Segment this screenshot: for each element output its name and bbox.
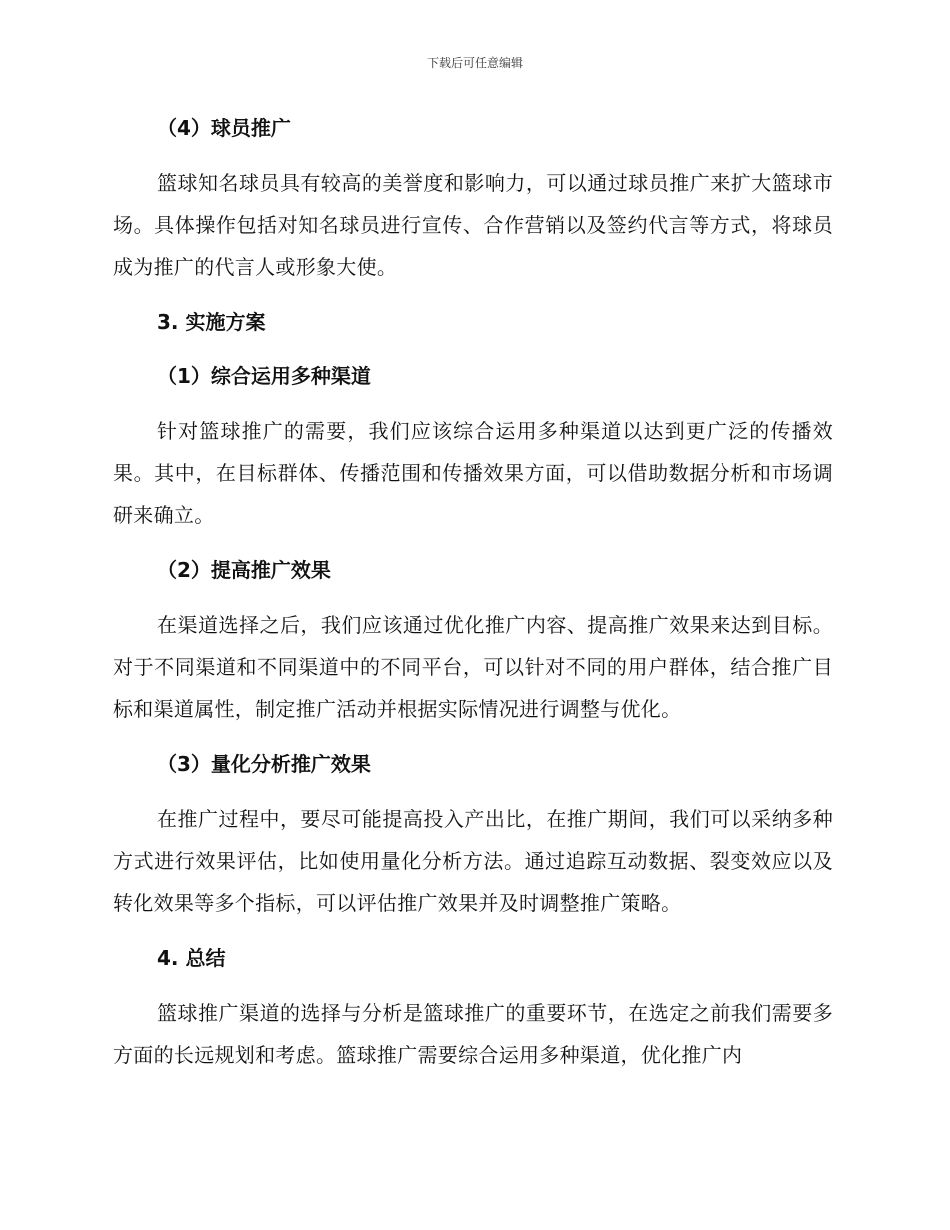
heading-player-promotion: （4）球员推广 [157, 116, 291, 140]
paragraph-improve-effect: 在渠道选择之后，我们应该通过优化推广内容、提高推广效果来达到目标。对于不同渠道和不同渠道中的不同平台，可以针对不同的用户群体，结合推广目标和渠道属性，制定推广活动并根据实际情况进行调整与优化。 [113, 613, 833, 721]
page-header: 下载后可任意编辑 [426, 56, 523, 70]
heading-quantify-effect: （3）量化分析推广效果 [157, 752, 371, 776]
document-body [113, 108, 833, 1090]
paragraph-quantify-effect: 在推广过程中，要尽可能提高投入产出比，在推广期间，我们可以采纳多种方式进行效果评估，比如使用量化分析方法。通过追踪互动数据、裂变效应以及转化效果等多个指标，可以评估推广效果并及时调整推广策略。 [113, 807, 833, 915]
paragraph-summary: 篮球推广渠道的选择与分析是篮球推广的重要环节，在选定之前我们需要多方面的长远规划和考虑。篮球推广需要综合运用多种渠道，优化推广内 [113, 1001, 833, 1067]
heading-improve-effect: （2）提高推广效果 [157, 558, 331, 582]
paragraph-multi-channel: 针对篮球推广的需要，我们应该综合运用多种渠道以达到更广泛的传播效果。其中，在目标群体、传播范围和传播效果方面，可以借助数据分析和市场调研来确立。 [113, 419, 833, 527]
paragraph-player-promotion: 篮球知名球员具有较高的美誉度和影响力，可以通过球员推广来扩大篮球市场。具体操作包括对知名球员进行宣传、合作营销以及签约代言等方式，将球员成为推广的代言人或形象大使。 [113, 171, 833, 279]
section-heading-implementation: 3. 实施方案 [157, 310, 266, 334]
section-heading-summary: 4. 总结 [157, 946, 226, 970]
heading-multi-channel: （1）综合运用多种渠道 [157, 364, 371, 388]
